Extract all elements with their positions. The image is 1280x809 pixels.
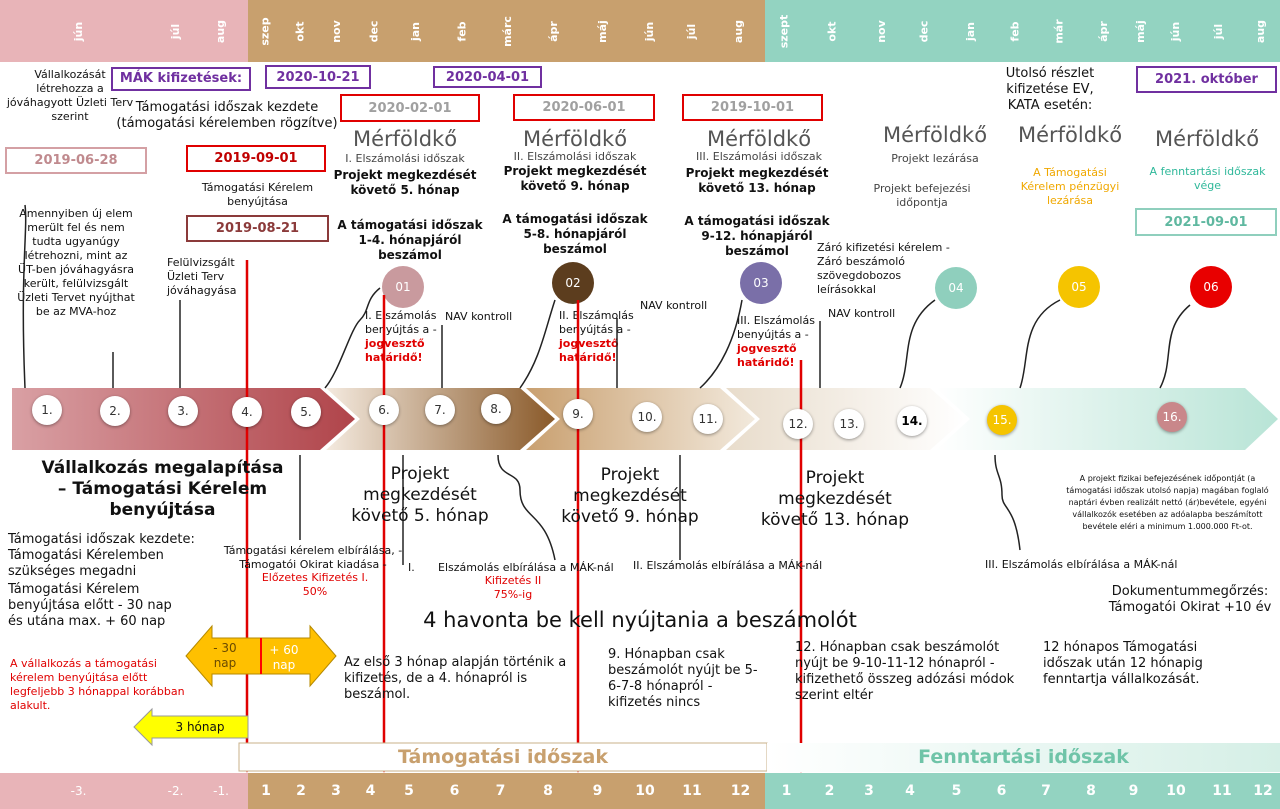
month-label: nov: [875, 19, 888, 43]
label: Projekt megkezdését követő 13. hónap: [760, 468, 910, 530]
month-label: szept: [777, 14, 791, 48]
date-box: 2019-09-01: [186, 145, 326, 172]
date-box: 2021. október: [1136, 66, 1277, 93]
step-circle: 16.: [1157, 402, 1187, 432]
month-label: dec: [366, 20, 380, 42]
period-month-cell: -3.: [0, 773, 158, 809]
label: III. Elszámolás elbírálása a MÁK-nál: [985, 558, 1178, 571]
label: Vállalkozását létrehozza a jóváhagyott Üzleti Terv szerint: [6, 68, 134, 123]
period-month-cell: 9: [573, 773, 623, 809]
period-month-cell: 2: [284, 773, 319, 809]
month-label: dec: [917, 20, 931, 42]
label: Az első 3 hónap alapján történik a kifizetés, de a 4. hónapról is beszámol.: [344, 655, 567, 702]
step-circle: 12.: [783, 409, 813, 439]
month-label: júl: [1212, 23, 1226, 39]
period-month-cell: -2.: [157, 773, 195, 809]
period-month-cell: 11: [668, 773, 717, 809]
month-label: júl: [685, 23, 698, 39]
label: II. Elszámolás benyújtás a -: [559, 309, 634, 336]
period-month-cell: 4: [354, 773, 388, 809]
milestone-heading: Mérföldkő: [352, 127, 458, 151]
label: I. Elszámolás benyújtás a -: [365, 309, 437, 336]
label: Kifizetés II 75%-ig: [484, 574, 542, 601]
date-box: 2019-10-01: [682, 94, 823, 121]
month-label: máj: [596, 19, 609, 43]
period-month-cell: 11: [1198, 773, 1247, 809]
milestone-heading: Mérföldkő: [882, 123, 988, 147]
month-label: okt: [825, 20, 839, 42]
label: Projekt megkezdését követő 5. hónap: [333, 168, 477, 197]
milestone-heading: Mérföldkő: [706, 127, 812, 151]
month-label: jún: [1169, 21, 1183, 41]
month-label: júl: [169, 23, 182, 39]
deadline-label: jogvesztő határidő!: [365, 337, 425, 364]
period-month-cell: 12: [1246, 773, 1280, 809]
label: Támogatási Kérelem benyújtása előtt - 30 nap és utána max. + 60 nap: [8, 582, 172, 629]
date-box: 2020-04-01: [433, 66, 542, 88]
label: I.: [408, 561, 415, 574]
period-month-cell: 1: [248, 773, 285, 809]
period-month-cell: -1.: [194, 773, 249, 809]
month-label: jún: [72, 21, 85, 41]
month-label: ápr: [546, 20, 560, 42]
step-circle: 6.: [369, 395, 399, 425]
label: A támogatási időszak 1-4. hónapjáról beszámol: [337, 218, 483, 262]
label: Támogatási Kérelem benyújtása: [201, 181, 314, 208]
label: Támogatási kérelem elbírálása, - Támogatói Okirat kiadása -: [223, 544, 403, 571]
label: 12. Hónapban csak beszámolót nyújt be 9-10-11-12 hónapról - kifizethető összeg adózási módok szerint eltér: [795, 640, 1015, 703]
month-label: aug: [1254, 19, 1268, 43]
label: A támogatási időszak 5-8. hónapjáról beszámol: [502, 212, 648, 256]
month-label: szep: [258, 16, 272, 46]
label: Utolsó részlet kifizetése EV, KATA esetén:: [1005, 66, 1095, 113]
label: Projekt befejezési időpontja: [873, 182, 971, 209]
month-label: már: [1052, 18, 1066, 44]
label: Támogatási időszak kezdete: Támogatási Kérelemben szükséges megadni: [8, 532, 195, 579]
month-label: okt: [293, 20, 307, 42]
label: 12 hónapos Támogatási időszak után 12 hónapig fenntartja vállalkozását.: [1043, 640, 1203, 687]
label: A Támogatási Kérelem pénzügyi lezárása: [1020, 166, 1120, 207]
milestone-circle: 05: [1058, 266, 1100, 308]
step-circle: 11.: [693, 404, 723, 434]
label: Amennyiben új elem merült fel és nem tudta ugyanúgy létrehozni, mint az ÜT-ben jóváhagyásra került, felülvizsgált Üzleti Tervet nyújthat be az MVA-hoz: [17, 207, 135, 318]
label: 4 havonta be kell nyújtania a beszámolót: [423, 608, 857, 632]
period-month-cell: 7: [1023, 773, 1070, 809]
label: Projekt lezárása: [891, 152, 979, 165]
label: + 60 nap: [269, 643, 299, 672]
month-label: aug: [731, 19, 745, 43]
month-label: jan: [409, 21, 423, 41]
date-box: 2020-02-01: [340, 94, 480, 122]
period-month-cell: 5: [387, 773, 432, 809]
label: NAV kontroll: [640, 299, 708, 312]
milestone-circle: 02: [552, 262, 594, 304]
month-label: máj: [1134, 19, 1147, 43]
deadline-label: jogvesztő határidő!: [559, 337, 619, 364]
label: II. Elszámolási időszak: [513, 150, 637, 163]
date-box: 2020-10-21: [265, 65, 371, 89]
label: Projekt megkezdését követő 9. hónap: [561, 465, 699, 527]
period-month-cell: 3: [851, 773, 888, 809]
label: Dokumentummegőrzés: Támogatói Okirat +10 év: [1108, 584, 1272, 615]
label: Támogatási időszak kezdete (támogatási kérelemben rögzítve): [116, 100, 338, 131]
period-month-cell: 8: [1069, 773, 1114, 809]
period-month-cell: 6: [980, 773, 1024, 809]
period-month-cell: 2: [808, 773, 852, 809]
step-circle: 5.: [291, 397, 321, 427]
month-label: jún: [643, 21, 656, 41]
label: A vállalkozás a támogatási kérelem benyújtása előtt legfeljebb 3 hónappal korábban alakult.: [10, 657, 185, 712]
label: Projekt megkezdését követő 9. hónap: [503, 164, 647, 193]
milestone-heading: Mérföldkő: [1017, 123, 1123, 147]
label: I. Elszámolási időszak: [345, 152, 465, 165]
month-label: feb: [1009, 20, 1022, 42]
date-box: 2019-06-28: [5, 147, 147, 174]
month-label: aug: [214, 19, 228, 43]
month-label: nov: [329, 19, 343, 43]
milestone-circle: 01: [382, 266, 424, 308]
step-circle: 8.: [481, 394, 511, 424]
period-month-cell: 4: [887, 773, 934, 809]
date-box: 2020-06-01: [513, 94, 655, 121]
label: II. Elszámolás elbírálása a MÁK-nál: [633, 559, 823, 572]
step-circle: 9.: [563, 399, 593, 429]
label: Záró kifizetési kérelem - Záró beszámoló szövegdobozos leírásokkal: [817, 241, 950, 296]
period-month-cell: 6: [431, 773, 479, 809]
month-label: ápr: [1096, 20, 1110, 42]
period-month-cell: 1: [765, 773, 809, 809]
milestone-circle: 06: [1190, 266, 1232, 308]
label: Elszámolás elbírálása a MÁK-nál: [438, 561, 614, 574]
date-box: 2021-09-01: [1135, 208, 1277, 236]
step-circle: 10.: [632, 402, 662, 432]
step-circle: 4.: [232, 397, 262, 427]
period-month-cell: 10: [622, 773, 669, 809]
label: Projekt megkezdését követő 13. hónap: [685, 166, 829, 195]
label: Felülvizsgált Üzleti Terv jóváhagyása: [167, 256, 237, 297]
date-box: 2019-08-21: [186, 215, 329, 242]
support-period-label: Támogatási időszak: [398, 746, 608, 768]
step-circle: 13.: [834, 409, 864, 439]
step-circle: 3.: [168, 396, 198, 426]
month-label: márc: [501, 15, 514, 47]
label: Előzetes Kifizetés I. 50%: [261, 571, 369, 598]
label: III. Elszámolás benyújtás a -: [737, 314, 815, 341]
period-month-cell: 3: [318, 773, 355, 809]
mak-label: MÁK kifizetések:: [111, 67, 251, 91]
milestone-heading: Mérföldkő: [1154, 127, 1260, 151]
label: A támogatási időszak 9-12. hónapjáról beszámol: [684, 214, 830, 258]
label: Projekt megkezdését követő 5. hónap: [351, 464, 489, 526]
label: A fenntartási időszak vége: [1149, 165, 1266, 192]
milestone-circle: 03: [740, 262, 782, 304]
step-circle: 7.: [425, 395, 455, 425]
maintenance-period-label: Fenntartási időszak: [918, 746, 1129, 768]
label: NAV kontroll: [828, 307, 896, 320]
period-month-cell: 12: [716, 773, 766, 809]
label: III. Elszámolási időszak: [696, 150, 822, 163]
period-month-cell: 8: [523, 773, 574, 809]
period-month-cell: 10: [1154, 773, 1199, 809]
period-month-cell: 9: [1113, 773, 1155, 809]
deadline-label: jogvesztő határidő!: [737, 342, 797, 369]
month-label: feb: [455, 20, 469, 42]
period-month-cell: 7: [478, 773, 524, 809]
label: - 30 nap: [213, 641, 237, 670]
label: A projekt fizikai befejezésének időpontját (a támogatási időszak utolsó napja) magában foglaló naptári évben realizált nettó (ár)bevétele, egyéni vállalkozók esetében az adóalapba beszámított bevétele eléri a minimum 1.000.000 Ft-ot.: [1066, 474, 1269, 531]
milestone-circle: 04: [935, 267, 977, 309]
label: Vállalkozás megalapítása – Támogatási Kérelem benyújtása: [41, 458, 284, 520]
step-circle: 1.: [32, 395, 62, 425]
period-month-cell: 5: [933, 773, 981, 809]
step-circle: 14.: [897, 406, 927, 436]
step-circle: 15.: [987, 405, 1017, 435]
step-circle: 2.: [100, 396, 130, 426]
label: 9. Hónapban csak beszámolót nyújt be 5-6-7-8 hónapról - kifizetés nincs: [608, 647, 758, 710]
label: NAV kontroll: [445, 310, 513, 323]
month-label: jan: [964, 21, 977, 41]
label: 3 hónap: [175, 720, 225, 734]
milestone-heading: Mérföldkő: [522, 127, 628, 151]
